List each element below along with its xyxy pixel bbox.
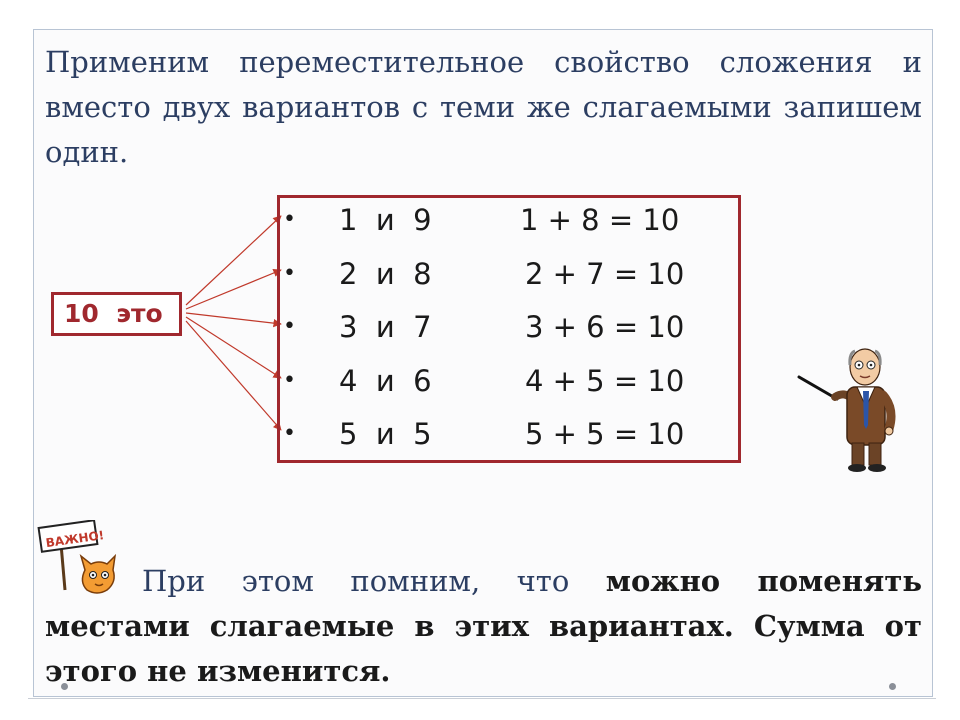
- bullet: •: [283, 207, 296, 232]
- teacher-with-pointer-icon: [797, 347, 907, 477]
- outro-bold: можно поменять местами слагаемые в этих вариантах. Сумма от этого не изменится.: [45, 564, 922, 688]
- equation-3: 3 + 6 = 10: [525, 310, 685, 344]
- equation-2: 2 + 7 = 10: [525, 257, 685, 291]
- pair-2: 2 и 8: [339, 257, 432, 291]
- label-ten: 10 это: [64, 299, 163, 328]
- bullet: •: [283, 421, 296, 446]
- arrow-3: [186, 313, 281, 324]
- equation-5: 5 + 5 = 10: [525, 417, 685, 451]
- arrow-4: [186, 317, 281, 378]
- equation-4: 4 + 5 = 10: [525, 364, 685, 398]
- pair-3: 3 и 7: [339, 310, 432, 344]
- arrow-2: [186, 270, 281, 309]
- bullet: •: [283, 368, 296, 393]
- arrow-5: [186, 321, 281, 430]
- sign-text: ВАЖНО!: [44, 528, 106, 551]
- bullet: •: [283, 261, 296, 286]
- equation-1: 1 + 8 = 10: [520, 203, 680, 237]
- bullet: •: [283, 314, 296, 339]
- outro-paragraph: [45, 559, 922, 694]
- arrow-1: [186, 216, 281, 305]
- pair-5: 5 и 5: [339, 417, 432, 451]
- pair-4: 4 и 6: [339, 364, 432, 398]
- outro-plain: При этом помним, что: [142, 564, 606, 598]
- pair-1: 1 и 9: [339, 203, 432, 237]
- intro-paragraph: Применим переместительное свойство сложения и вместо двух вариантов с теми же слагаемыми запишем один.: [45, 45, 922, 169]
